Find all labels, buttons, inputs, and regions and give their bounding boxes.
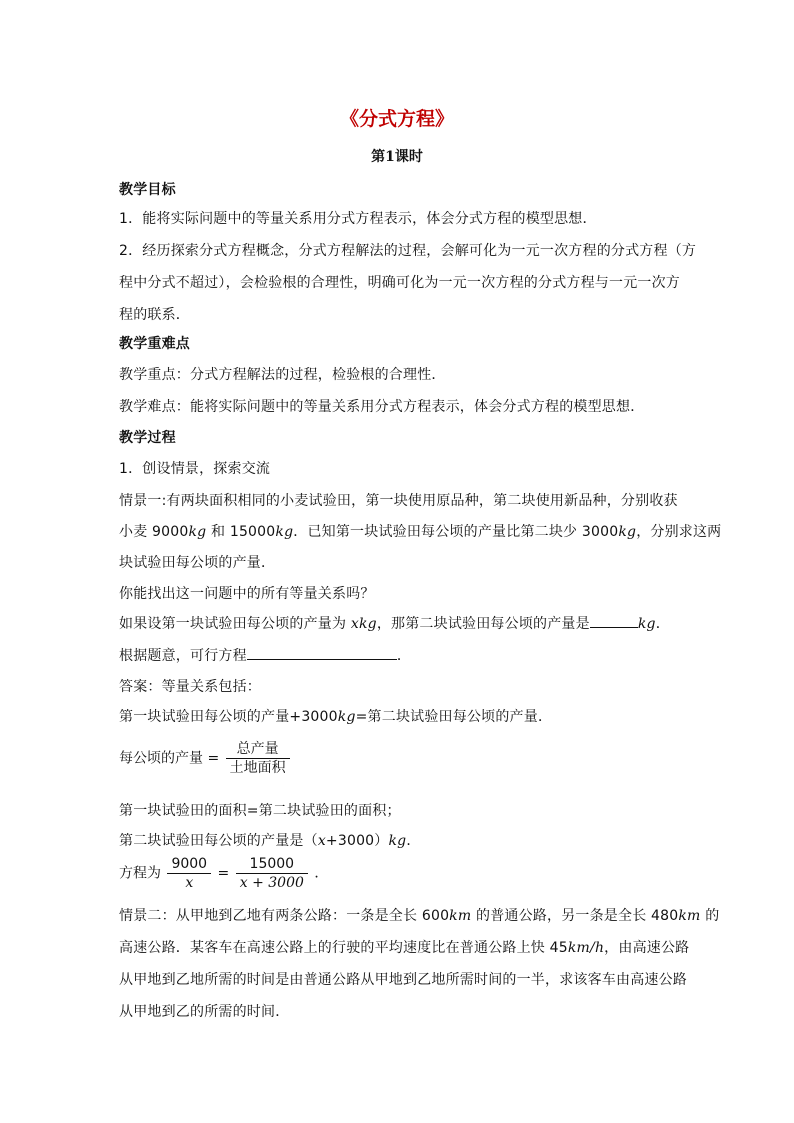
relation-3 <box>119 830 421 850</box>
unit-kg: kg <box>388 833 407 849</box>
equation-label: 方程为 <box>119 865 161 882</box>
scenario1-line-3: 块试验田每公顷的产量． <box>119 555 276 571</box>
unit-kg: kg <box>337 709 356 725</box>
unit-kg: kg <box>275 524 294 540</box>
formula-yield <box>119 740 292 777</box>
unit-km: km <box>678 908 701 924</box>
text: 情景二：从甲地到乙地有两条公路：一条是全长 600 <box>119 908 450 924</box>
fraction-numerator: 15000 <box>236 855 308 874</box>
fraction-denominator: 土地面积 <box>229 760 286 776</box>
objective-2-line-1: 2．经历探索分式方程概念，分式方程解法的过程，会解可化为一元一次方程的分式方程（方 <box>119 243 697 259</box>
fraction-numerator: 9000 <box>167 855 211 874</box>
scenario1-question: 你能找出这一问题中的所有等量关系吗？ <box>119 586 375 602</box>
scenario2-line-2 <box>119 937 689 957</box>
lesson-subtitle: 第1课时 <box>371 149 423 165</box>
text: ，分别求这两 <box>636 524 722 540</box>
equation-blank <box>247 645 397 660</box>
relation-2: 第一块试验田的面积=第二块试验田的面积； <box>119 803 401 819</box>
text: +3000） <box>325 833 389 849</box>
text: ． <box>655 616 670 632</box>
objective-2-line-2: 程中分式不超过），会检验根的合理性，明确可化为一元一次方程的分式方程与一元一次方 <box>119 275 680 291</box>
fraction <box>226 740 290 777</box>
page-title: 《分式方程》 <box>339 108 454 130</box>
text: ，那第二块试验田每公顷的产量是 <box>376 616 590 632</box>
text: ． <box>406 833 421 849</box>
unit-km: km <box>449 908 472 924</box>
objectives-heading: 教学目标 <box>119 182 176 198</box>
variable-x: x <box>317 833 326 849</box>
fraction-right <box>236 855 308 892</box>
relation-1 <box>119 706 552 726</box>
fraction-denominator: x + 3000 <box>239 875 304 891</box>
text: 和 15000 <box>206 524 276 540</box>
unit-kg: kg <box>188 524 207 540</box>
key-point: 教学重点：分式方程解法的过程，检验根的合理性． <box>119 367 446 383</box>
text: 的 <box>700 908 720 924</box>
answer-blank <box>590 613 638 628</box>
variable-x: x <box>350 616 359 632</box>
difficult-point: 教学难点：能将实际问题中的等量关系用分式方程表示，体会分式方程的模型思想． <box>119 399 645 415</box>
equation-final <box>119 855 328 892</box>
equation-prompt <box>119 645 411 665</box>
scenario2-line-1 <box>119 905 719 925</box>
text: 的普通公路，另一条是全长 480 <box>471 908 679 924</box>
key-points-heading: 教学重难点 <box>119 336 190 352</box>
text: ． <box>396 648 412 664</box>
answer-label: 答案：等量关系包括： <box>119 679 261 695</box>
step-1: 1．创设情景，探索交流 <box>119 461 271 477</box>
text: ． <box>314 865 329 882</box>
scenario1-assumption <box>119 613 670 633</box>
text: 如果设第一块试验田每公顷的产量为 <box>119 616 351 632</box>
text: ．已知第一块试验田每公顷的产量比第二块少 3000 <box>293 524 619 540</box>
fraction-denominator: x <box>185 875 194 891</box>
text: =第二块试验田每公顷的产量． <box>355 709 553 725</box>
text: 第一块试验田每公顷的产量+3000 <box>119 709 338 725</box>
unit-kg: kg <box>358 616 377 632</box>
unit-kmh: km/h <box>567 940 605 956</box>
equals-sign: = <box>217 865 230 882</box>
process-heading: 教学过程 <box>119 430 176 446</box>
text: 第二块试验田每公顷的产量是（ <box>119 833 318 849</box>
text: ，由高速公路 <box>604 940 690 956</box>
scenario1-line-2 <box>119 521 721 541</box>
text: 根据题意，可行方程 <box>119 648 247 664</box>
text: 高速公路．某客车在高速公路上的行驶的平均速度比在普通公路上快 45 <box>119 940 568 956</box>
unit-kg: kg <box>637 616 656 632</box>
scenario2-line-4: 从甲地到乙的所需的时间． <box>119 1004 290 1020</box>
text: 小麦 9000 <box>119 524 189 540</box>
objective-2-line-3: 程的联系． <box>119 307 190 323</box>
scenario2-line-3: 从甲地到乙地所需的时间是由普通公路从甲地到乙地所需时间的一半，求该客车由高速公路 <box>119 972 687 988</box>
scenario1-line-1: 情景一:有两块面积相同的小麦试验田，第一块使用原品种，第二块使用新品种，分别收获 <box>119 493 678 509</box>
unit-kg: kg <box>618 524 637 540</box>
objective-1: 1．能将实际问题中的等量关系用分式方程表示，体会分式方程的模型思想． <box>119 211 597 227</box>
fraction-numerator: 总产量 <box>226 740 290 759</box>
fraction-left <box>167 855 211 892</box>
formula-lhs: 每公顷的产量 = <box>119 750 220 767</box>
